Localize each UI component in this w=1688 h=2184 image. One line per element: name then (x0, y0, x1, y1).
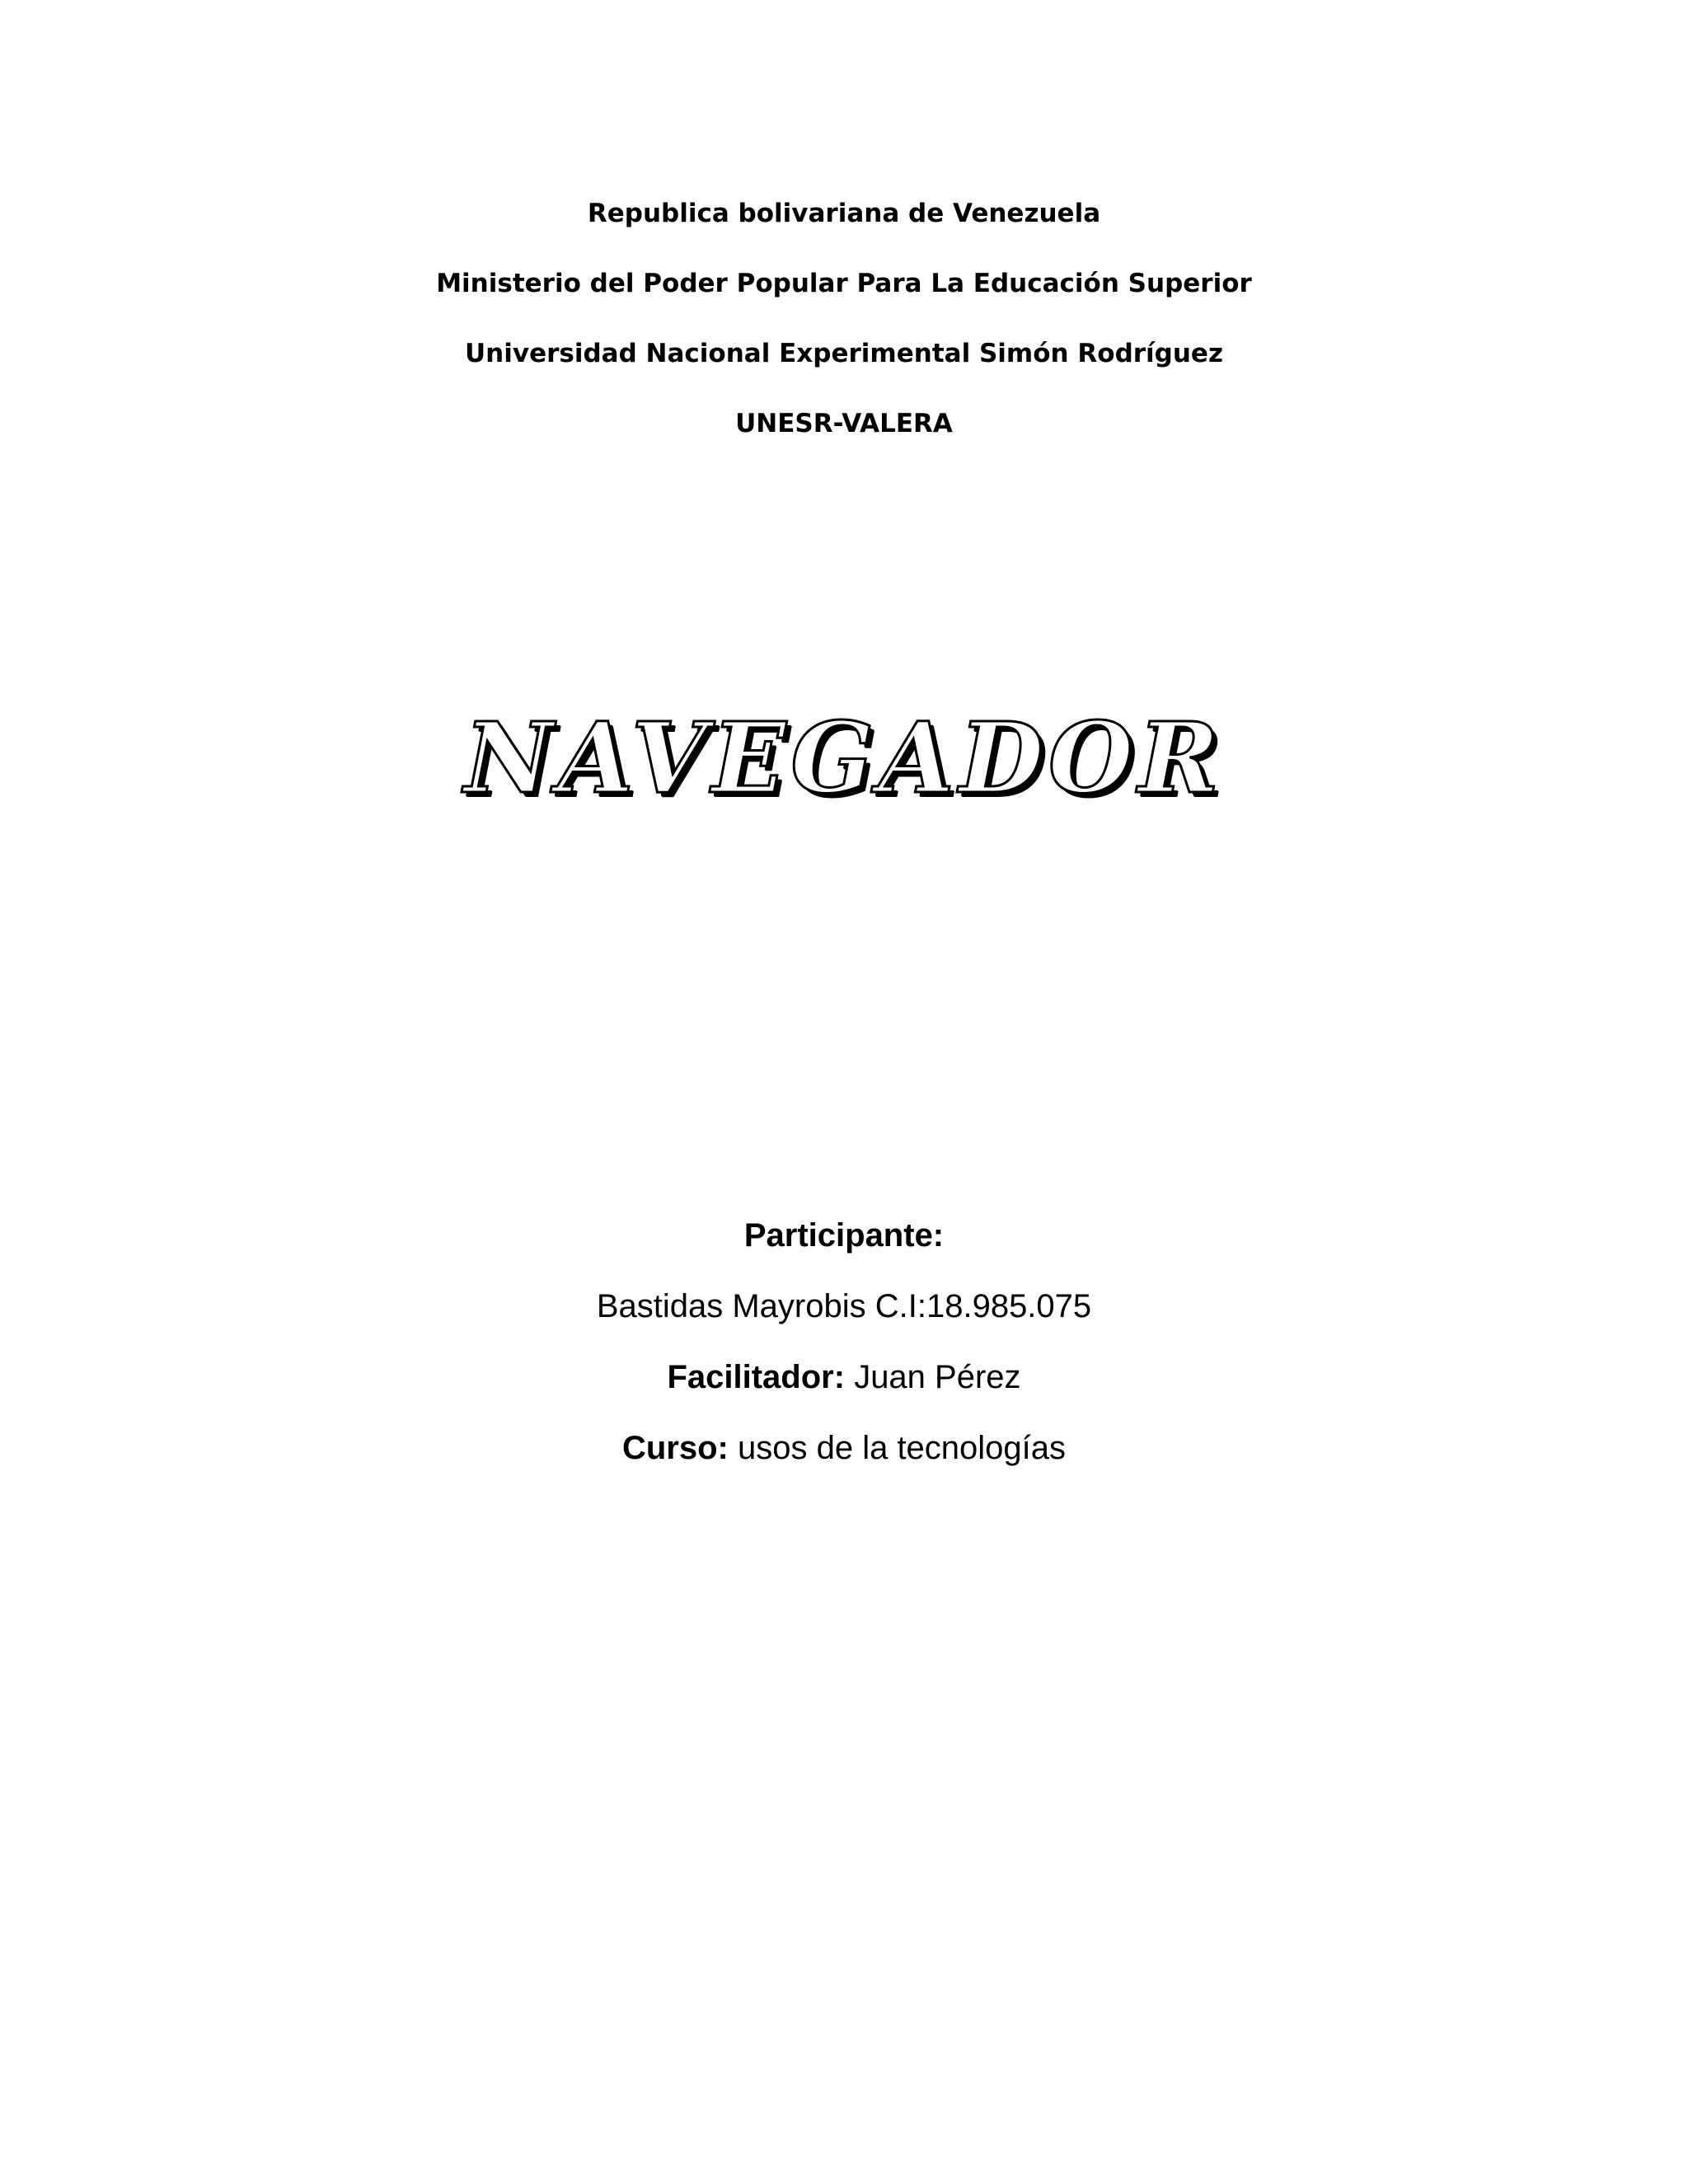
header-campus: UNESR-VALERA (735, 409, 953, 438)
facilitator-line (0, 1357, 1688, 1398)
header-university: Universidad Nacional Experimental Simón Rodríguez (465, 339, 1223, 368)
participant-label: Participante: (743, 1217, 945, 1254)
facilitator-label: Facilitador: (667, 1359, 846, 1395)
header-country: Republica bolivariana de Venezuela (587, 199, 1101, 228)
document-title: NAVEGADOR (464, 701, 1224, 815)
course-value: usos de la tecnologías (737, 1430, 1067, 1466)
participant-value: Bastidas Mayrobis C.I:18.985.075 (596, 1288, 1092, 1324)
course-line (0, 1427, 1688, 1469)
facilitator-value: Juan Pérez (854, 1359, 1021, 1395)
course-label: Curso: (621, 1430, 729, 1466)
header-ministry: Ministerio del Poder Popular Para La Educación Superior (436, 269, 1252, 298)
